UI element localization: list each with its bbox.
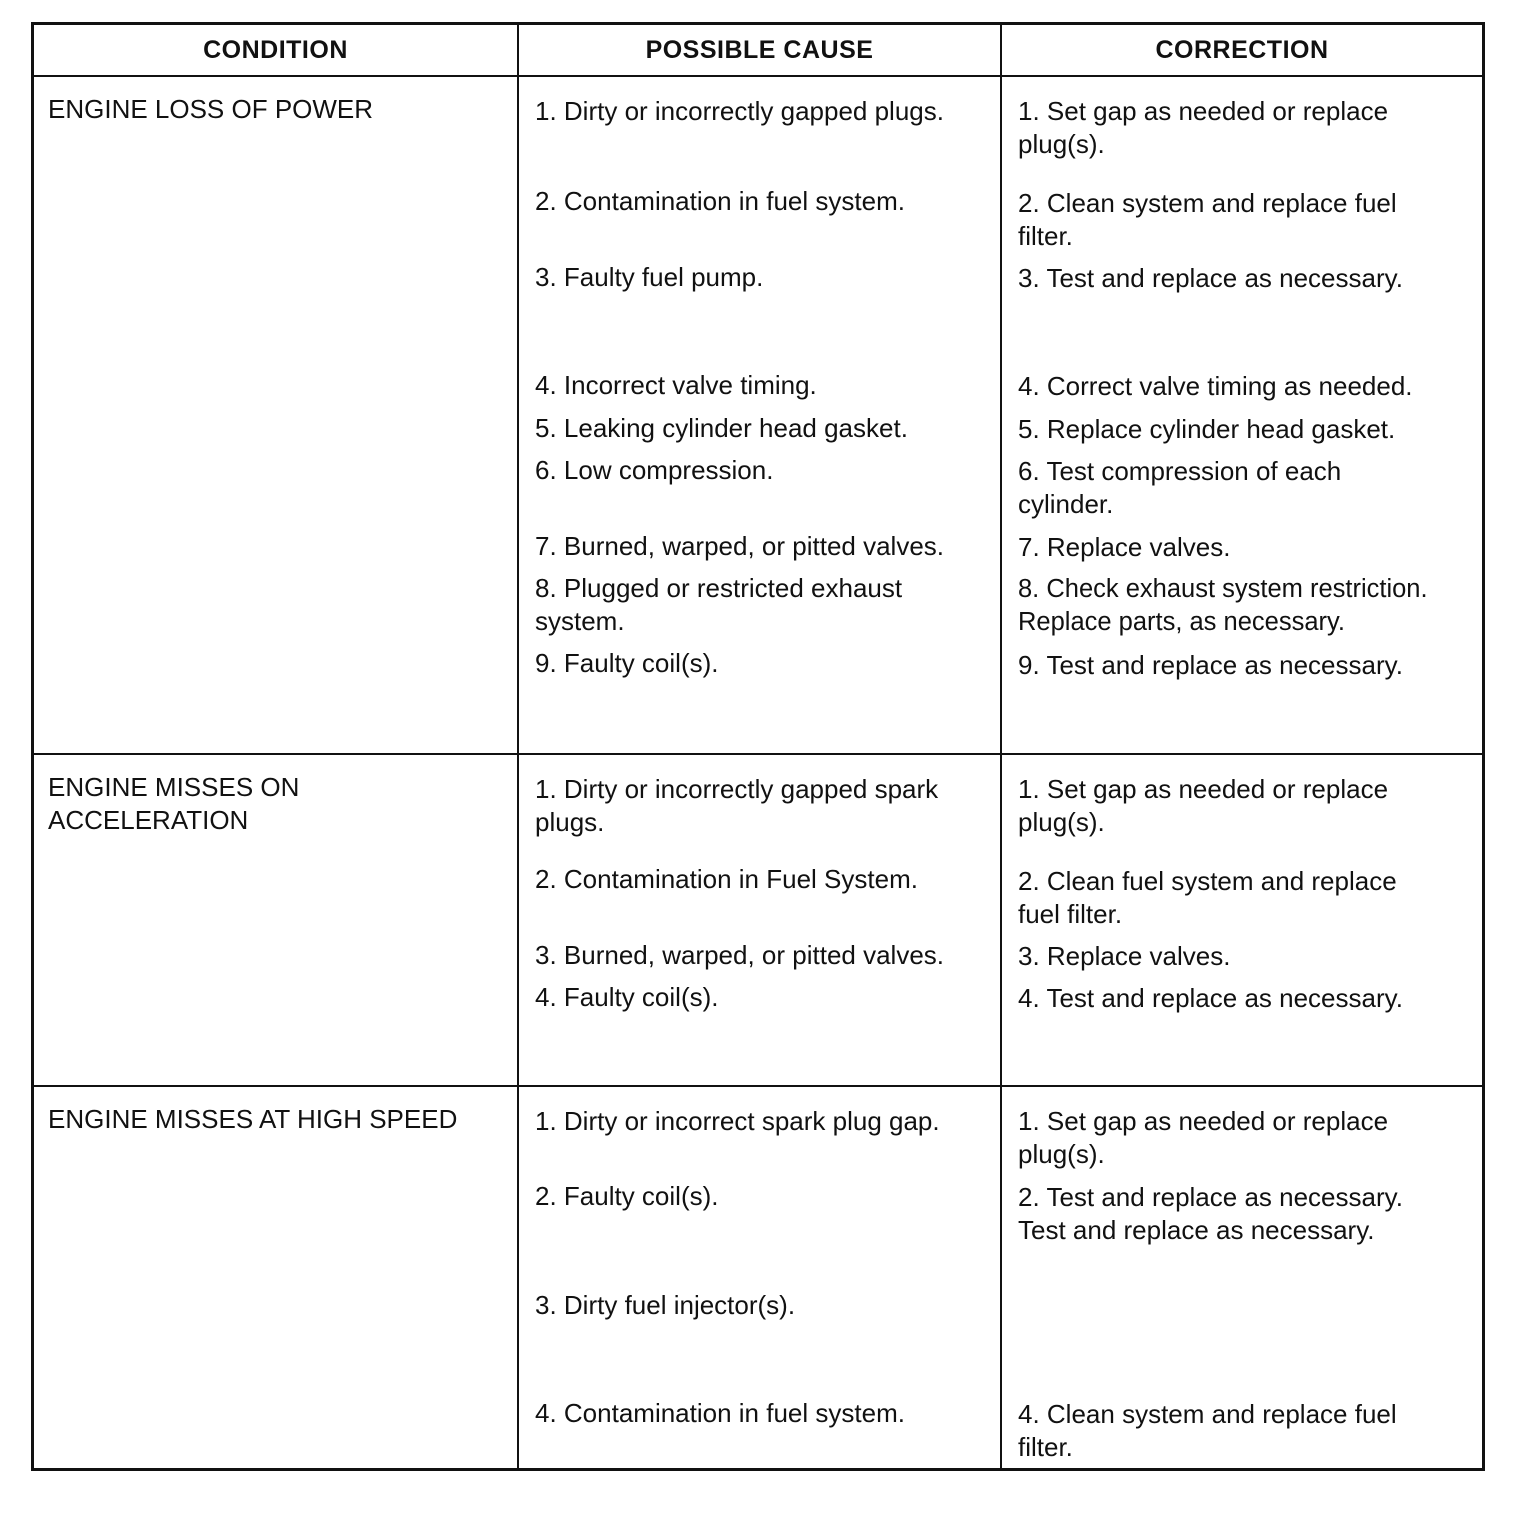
cause-item: 3. Faulty fuel pump. [535, 262, 764, 292]
correction-item: 3. Replace valves. [1018, 941, 1231, 971]
correction-item: 4. Test and replace as necessary. [1018, 983, 1403, 1013]
cause-item: 1. Dirty or incorrectly gapped plugs. [535, 96, 944, 126]
correction-item: 3. Test and replace as necessary. [1018, 263, 1403, 293]
table-row-loss-of-power [34, 77, 1482, 755]
correction-item: 4. Correct valve timing as needed. [1018, 371, 1413, 401]
correction-item: 2. Clean fuel system and replace fuel filter. [1018, 866, 1397, 929]
cause-item: 1. Dirty or incorrectly gapped spark plugs. [535, 774, 939, 837]
cause-item: 4. Incorrect valve timing. [535, 370, 817, 400]
cause-cell [517, 77, 1000, 753]
cause-item: 2. Faulty coil(s). [535, 1181, 719, 1211]
header-condition: CONDITION [34, 25, 517, 77]
correction-item: 1. Set gap as needed or replace plug(s). [1018, 774, 1389, 837]
cause-item: 6. Low compression. [535, 455, 774, 485]
correction-item: 6. Test compression of each cylinder. [1018, 456, 1342, 519]
cause-item: 4. Contamination in fuel system. [535, 1398, 905, 1428]
table-row-misses-on-acceleration [34, 755, 1482, 1087]
troubleshooting-table [31, 22, 1485, 1471]
cause-item: 4. Faulty coil(s). [535, 982, 719, 1012]
cause-item: 5. Leaking cylinder head gasket. [535, 413, 908, 443]
cause-item: 3. Burned, warped, or pitted valves. [535, 940, 945, 970]
correction-item: 5. Replace cylinder head gasket. [1018, 414, 1396, 444]
table-row-misses-at-high-speed [34, 1087, 1482, 1468]
correction-item: 2. Clean system and replace fuel filter. [1018, 188, 1397, 251]
cause-cell [517, 1087, 1000, 1468]
correction-item: 7. Replace valves. [1018, 532, 1231, 562]
correction-cell [1000, 1087, 1482, 1468]
cause-cell [517, 755, 1000, 1085]
cause-item: 9. Faulty coil(s). [535, 648, 719, 678]
condition-cell: ENGINE MISSES ON ACCELERATION [48, 772, 300, 835]
correction-item: 4. Clean system and replace fuel filter. [1018, 1399, 1397, 1462]
correction-cell [1000, 77, 1482, 753]
cause-item: 2. Contamination in Fuel System. [535, 864, 918, 894]
header-possible-cause: POSSIBLE CAUSE [517, 25, 1000, 77]
correction-cell [1000, 755, 1482, 1085]
correction-item: 1. Set gap as needed or replace plug(s). [1018, 1106, 1389, 1169]
condition-cell: ENGINE MISSES AT HIGH SPEED [48, 1104, 458, 1134]
correction-item: 9. Test and replace as necessary. [1018, 650, 1403, 680]
cause-item: 7. Burned, warped, or pitted valves. [535, 531, 945, 561]
condition-cell: ENGINE LOSS OF POWER [48, 94, 374, 124]
cause-item: 3. Dirty fuel injector(s). [535, 1290, 796, 1320]
header-correction: CORRECTION [1000, 25, 1482, 77]
cause-item: 2. Contamination in fuel system. [535, 186, 905, 216]
correction-item: 2. Test and replace as necessary. Test and replace as necessary. [1018, 1182, 1403, 1245]
cause-item: 8. Plugged or restricted exhaust system. [535, 573, 903, 636]
correction-item: 8. Check exhaust system restriction. Replace parts, as necessary. [1018, 575, 1428, 636]
cause-item: 1. Dirty or incorrect spark plug gap. [535, 1106, 940, 1136]
table-header-row [34, 25, 1482, 77]
correction-item: 1. Set gap as needed or replace plug(s). [1018, 96, 1389, 159]
